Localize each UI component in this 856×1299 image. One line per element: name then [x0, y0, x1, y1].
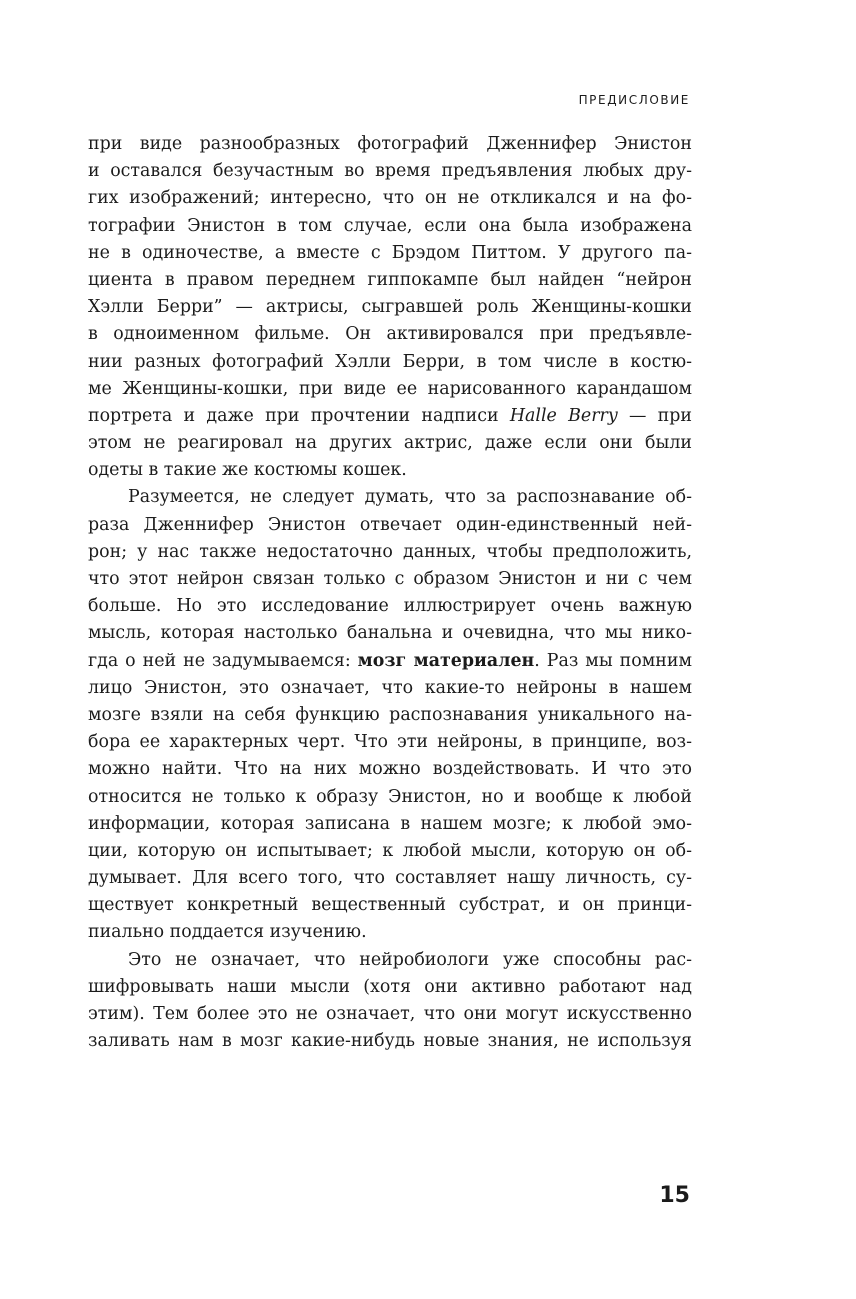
- text-line: шифровывать наши мысли (хотя они активно работают над: [88, 976, 692, 997]
- text-line: и оставался безучастным во время предъявления любых дру-: [88, 161, 692, 182]
- text-line: этим). Тем более это не означает, что они могут искусственно: [88, 1004, 692, 1024]
- text-line: Хэлли Берри” — актрисы, сыгравшей роль Женщины-кошки: [88, 297, 692, 318]
- text-line: [88, 648, 692, 675]
- text-line: мысль, которая настолько банальна и очевидна, что мы нико-: [88, 623, 692, 644]
- text-line: ции, которую он испытывает; к любой мысли, которую он об-: [88, 840, 692, 861]
- text-line: ществует конкретный вещественный субстрат, и он принци-: [88, 895, 692, 916]
- text-line: что этот нейрон связан только с образом Энистон и ни с чем: [88, 569, 692, 589]
- page-number: 15: [659, 1183, 690, 1208]
- text-line: рон; у нас также недостаточно данных, чтобы предположить,: [88, 541, 692, 562]
- text-line: одеты в такие же костюмы кошек.: [88, 460, 407, 481]
- text-line: можно найти. Что на них можно воздействовать. И что это: [88, 759, 692, 780]
- text-line: больше. Но это исследование иллюстрирует очень важную: [88, 596, 692, 617]
- text-line: Это не означает, что нейробиологи уже способны рас-: [128, 949, 692, 970]
- text-run: гда о ней не задумываемся:: [88, 650, 358, 671]
- bold-emphasis: мозг материален: [357, 650, 535, 671]
- text-line: раза Дженнифер Энистон отвечает один-единственный ней-: [88, 514, 692, 535]
- text-line: в одноименном фильме. Он активировался при предъявле-: [88, 324, 692, 345]
- running-header: ПРЕДИСЛОВИЕ: [578, 93, 690, 107]
- text-line: пиально поддается изучению.: [88, 922, 367, 943]
- text-line: относится не только к образу Энистон, но и вообще к любой: [88, 786, 692, 807]
- text-line: при виде разнообразных фотографий Дженнифер Энистон: [88, 134, 692, 154]
- paragraph: [88, 484, 692, 946]
- text-line: заливать нам в мозг какие-нибудь новые знания, не используя: [88, 1031, 692, 1052]
- text-line: ме Женщины-кошки, при виде ее нарисованного карандашом: [88, 378, 692, 399]
- text-line: информации, которая записана в нашем мозге; к любой эмо-: [88, 813, 692, 834]
- paragraph: [88, 131, 692, 484]
- text-run: — при: [617, 405, 692, 426]
- text-line: [88, 403, 692, 430]
- text-line: думывает. Для всего того, что составляет нашу личность, су-: [88, 868, 692, 889]
- text-run: портрета и даже при прочтении надписи: [88, 405, 510, 426]
- text-line: гих изображений; интересно, что он не откликался и на фо-: [88, 188, 692, 209]
- body-text: [88, 131, 692, 1055]
- text-line: Разумеется, не следует думать, что за распознавание об-: [128, 487, 692, 508]
- italic-title: Halle Berry: [509, 405, 618, 426]
- text-line: этом не реагировал на других актрис, даже если они были: [88, 433, 692, 454]
- text-line: бора ее характерных черт. Что эти нейроны, в принципе, воз-: [88, 732, 692, 753]
- text-line: лицо Энистон, это означает, что какие-то нейроны в нашем: [88, 677, 692, 698]
- text-line: не в одиночестве, а вместе с Брэдом Питтом. У другого па-: [88, 242, 692, 263]
- text-line: тографии Энистон в том случае, если она была изображена: [88, 215, 692, 236]
- text-line: циента в правом переднем гиппокампе был найден “нейрон: [88, 269, 692, 290]
- paragraph: [88, 947, 692, 1056]
- text-line: нии разных фотографий Хэлли Берри, в том числе в костю-: [88, 351, 692, 372]
- text-run: . Раз мы помним: [534, 650, 692, 671]
- text-line: мозге взяли на себя функцию распознавания уникального на-: [88, 704, 692, 725]
